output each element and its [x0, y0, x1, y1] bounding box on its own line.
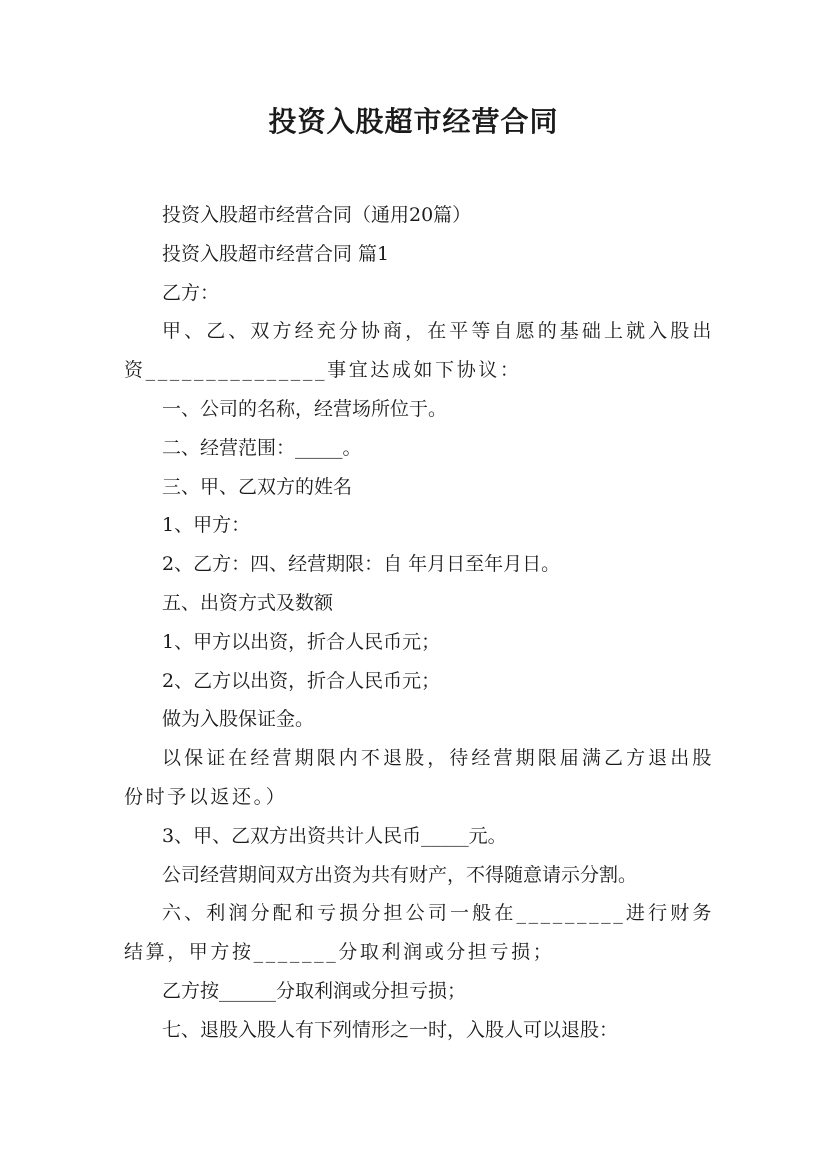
paragraph: 甲、乙、双方经充分协商，在平等自愿的基础上就入股出资_______________事宜达成如下协议：	[124, 320, 714, 382]
paragraph: 2、乙方以出资，折合人民币元；	[162, 669, 441, 692]
paragraph: 三、甲、乙双方的姓名	[162, 475, 353, 498]
paragraph: 投资入股超市经营合同 篇1	[162, 242, 390, 265]
paragraph: 公司经营期间双方出资为共有财产，不得随意请示分割。	[162, 863, 638, 886]
paragraph: 乙方按______分取利润或分担亏损；	[162, 979, 467, 1002]
paragraph: 六、利润分配和亏损分担公司一般在_________进行财务结算，甲方按_______分取利润或分担亏损；	[124, 902, 714, 964]
paragraph: 做为入股保证金。	[162, 708, 315, 731]
paragraph: 1、甲方：	[162, 514, 251, 537]
paragraph: 七、退股入股人有下列情形之一时，入股人可以退股：	[162, 1018, 619, 1041]
paragraph: 投资入股超市经营合同（通用20篇）	[162, 204, 472, 226]
paragraph: 二、经营范围：_____。	[162, 436, 362, 459]
paragraph: 以保证在经营期限内不退股，待经营期限届满乙方退出股份时予以返还。）	[124, 747, 714, 808]
document-body	[124, 196, 714, 1050]
paragraph: 1、甲方以出资，折合人民币元；	[162, 630, 441, 653]
paragraph: 2、乙方：四、经营期限：自 年月日至年月日。	[162, 553, 561, 576]
document-title: 投资入股超市经营合同	[268, 105, 559, 138]
paragraph: 一、公司的名称，经营场所位于。	[162, 397, 448, 420]
paragraph: 五、出资方式及数额	[162, 591, 334, 614]
paragraph: 乙方：	[162, 281, 220, 304]
paragraph: 3、甲、乙双方出资共计人民币_____元。	[162, 824, 507, 847]
